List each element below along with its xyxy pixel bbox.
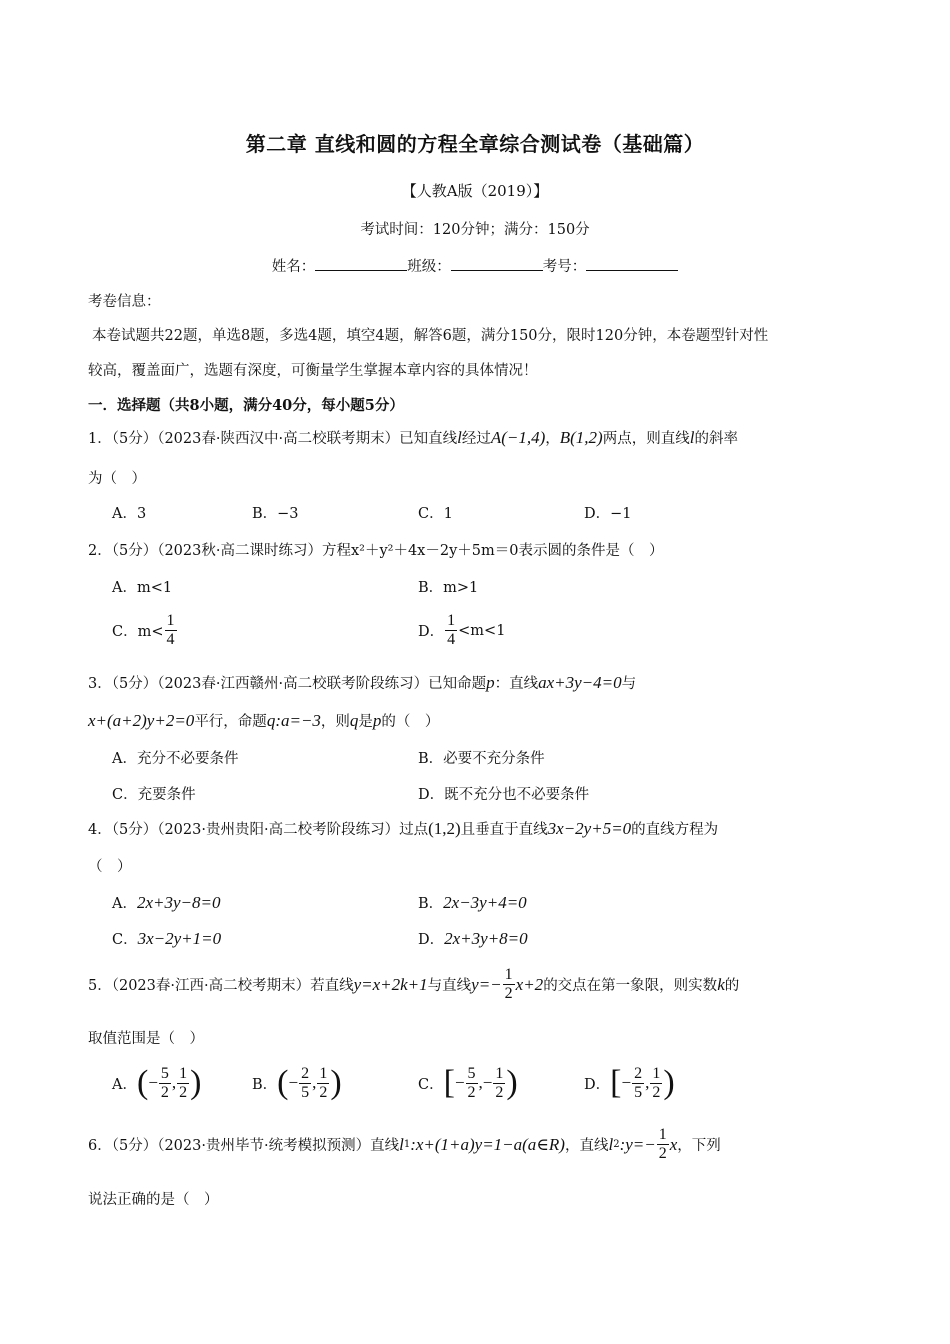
q1-line-l2: l — [689, 428, 695, 447]
interval-open-bracket: ( — [277, 1064, 289, 1101]
question-5 — [88, 966, 739, 1003]
frac-den: 2 — [319, 1083, 328, 1101]
q5-k: k — [717, 974, 725, 994]
q3-option-c[interactable]: C．充要条件 — [112, 787, 196, 803]
q4-point: (1,2) — [428, 819, 461, 838]
q4-option-b-label: B． — [418, 896, 444, 912]
interval-open-bracket: ( — [136, 1064, 149, 1101]
comma: , — [171, 1073, 177, 1092]
interval-fraction — [632, 1065, 644, 1102]
q5-line2: 取值范围是（ ） — [88, 1031, 204, 1047]
q3-eq1: ax+3y−4=0 — [538, 673, 622, 692]
q5-de: 的 — [724, 978, 740, 994]
interval-close-bracket: ) — [190, 1064, 202, 1101]
q6-text-mid: ，直线 — [564, 1138, 609, 1154]
interval-close-bracket: ) — [663, 1064, 675, 1101]
q3-option-b[interactable]: B．必要不充分条件 — [418, 751, 545, 767]
q5-option-label: C． — [418, 1076, 444, 1093]
comma: , — [478, 1073, 483, 1092]
number-blank[interactable] — [586, 256, 678, 271]
q5-option-d[interactable] — [584, 1064, 675, 1102]
class-label: 班级： — [407, 259, 451, 275]
q4-option-b[interactable] — [418, 893, 527, 914]
q5-fraction — [503, 966, 515, 1003]
frac-den: 2 — [652, 1083, 661, 1101]
q4-option-b-eq: 2x−3y+4=0 — [443, 893, 527, 912]
q3-p: p — [486, 673, 495, 692]
comma: , — [645, 1073, 650, 1092]
frac-den: 5 — [301, 1083, 310, 1101]
frac-num: 1 — [166, 612, 175, 629]
q2-c-fraction — [165, 612, 177, 649]
q6-fraction — [657, 1126, 669, 1163]
interval-close-bracket: ) — [506, 1064, 518, 1101]
q6-l1-sub: 1 — [403, 1139, 411, 1150]
q4-option-d[interactable] — [418, 929, 528, 950]
q3-is: 是 — [358, 714, 373, 730]
minus-sign: − — [621, 1073, 632, 1092]
question-4 — [88, 819, 718, 840]
q1-point-b: B(1,2) — [559, 428, 603, 447]
q5-option-a[interactable] — [112, 1064, 201, 1102]
page-title: 第二章 直线和圆的方程全章综合测试卷（基础篇） — [245, 132, 705, 156]
interval-fraction — [317, 1065, 329, 1102]
exam-info: 考试时间：120分钟；满分：150分 — [360, 222, 590, 238]
q5-option-c[interactable] — [418, 1064, 518, 1102]
q5-option-label: D． — [584, 1076, 611, 1093]
q2-option-d[interactable] — [418, 612, 505, 649]
question-6 — [88, 1126, 721, 1163]
class-blank[interactable] — [451, 256, 543, 271]
q2-option-d-tail: <m<1 — [458, 622, 506, 639]
interval-open-bracket: [ — [610, 1064, 622, 1101]
minus-sign: − — [454, 1073, 465, 1092]
comma: , — [312, 1073, 317, 1092]
frac-num: 1 — [495, 1064, 504, 1082]
paper-info-line-1: 本卷试题共22题，单选8题，多选4题，填空4题，解答6题，满分150分，限时120分钟，本卷题型针对性 — [92, 328, 769, 344]
q4-line2: （ ） — [88, 859, 132, 875]
q4-option-c[interactable] — [112, 929, 221, 950]
frac-num: 1 — [652, 1064, 661, 1082]
section-heading-choice: 一．选择题（共8小题，满分40分，每小题5分） — [88, 397, 404, 414]
q6-line2: 说法正确的是（ ） — [88, 1192, 219, 1208]
frac-num: 1 — [447, 612, 456, 629]
q1-option-d[interactable]: D．−1 — [584, 506, 632, 522]
q3-qq: q — [349, 711, 359, 730]
q1-line-l: l — [457, 428, 462, 447]
q4-text-mid: 且垂直于直线 — [460, 822, 548, 838]
q1-text-mid2: 两点，则直线 — [602, 431, 690, 447]
frac-den: 2 — [160, 1083, 169, 1101]
interval-fraction — [177, 1065, 189, 1102]
frac-den: 2 — [504, 985, 513, 1002]
q2-option-a[interactable]: A．m<1 — [112, 580, 173, 596]
frac-den: 5 — [634, 1083, 643, 1101]
q6-text: 6．（5分）（2023·贵州毕节·统考模拟预测）直线 — [88, 1138, 400, 1154]
interval-fraction — [466, 1065, 478, 1102]
q1-option-b[interactable]: B．−3 — [252, 506, 299, 522]
frac-num: 1 — [179, 1064, 188, 1082]
q4-option-c-label: C． — [112, 932, 138, 948]
q1-text-suffix: 的斜率 — [694, 431, 738, 447]
name-blank[interactable] — [315, 256, 407, 271]
q2-option-c[interactable] — [112, 612, 178, 649]
q3-text-mid2: 平行，命题 — [194, 714, 267, 730]
q2-option-b[interactable]: B．m>1 — [418, 580, 479, 596]
q5-text-mid: 与直线 — [427, 978, 472, 994]
minus-sign: − — [148, 1073, 158, 1092]
interval-fraction — [159, 1065, 171, 1102]
q5-option-label: A． — [112, 1076, 137, 1093]
q4-option-c-eq: 3x−2y+1=0 — [137, 929, 222, 948]
paper-info-line-2: 较高，覆盖面广，选题有深度，可衡量学生掌握本章内容的具体情况！ — [88, 363, 538, 379]
q4-option-d-eq: 2x+3y+8=0 — [444, 929, 528, 948]
q6-eq2-post: x — [669, 1134, 678, 1154]
frac-den: 2 — [467, 1083, 476, 1101]
frac-den: 2 — [179, 1083, 188, 1101]
q3-yu: 与 — [621, 676, 637, 692]
frac-num: 5 — [467, 1064, 476, 1082]
q5-option-label: B． — [252, 1076, 278, 1093]
paper-info-label: 考卷信息： — [88, 294, 161, 310]
q6-l2: l — [608, 1134, 614, 1154]
q1-text: 1．（5分）（2023春·陕西汉中·高二校联考期末）已知直线 — [88, 431, 458, 447]
q4-option-a-eq: 2x+3y−8=0 — [136, 893, 221, 912]
q5-text-suffix: 的交点在第一象限，则实数 — [543, 978, 718, 994]
q3-text-mid3: ，则 — [320, 714, 350, 730]
q2-option-c-label: C．m< — [112, 624, 164, 640]
q6-eq2-pre: :y=− — [619, 1134, 656, 1154]
q3-eq2: x+(a+2)y+2=0 — [88, 711, 195, 730]
q5-option-b[interactable] — [252, 1064, 342, 1102]
q6-l2-sub: 2 — [613, 1139, 620, 1150]
question-3 — [88, 673, 636, 694]
q2-d-fraction — [445, 612, 457, 649]
edition-label: 【人教A版（2019）】 — [401, 182, 549, 200]
q4-eq: 3x−2y+5=0 — [547, 819, 632, 838]
question-3-line2 — [88, 711, 439, 732]
interval-fraction — [299, 1065, 311, 1102]
frac-den: 4 — [447, 631, 456, 648]
name-label: 姓名： — [271, 259, 316, 275]
q4-option-a-label: A． — [112, 896, 137, 912]
q1-text-mid: 经过 — [461, 431, 491, 447]
q4-text: 4．（5分）（2023·贵州贵阳·高二校考阶段练习）过点 — [88, 822, 429, 838]
question-1: 1．（5分）（2023春·陕西汉中·高二校联考期末）已知直线l经过A(−1,4)，B(1,2)两点，则直线l的斜率 — [88, 428, 738, 447]
q3-text-mid: ：直线 — [494, 676, 539, 692]
interval-fraction — [650, 1065, 662, 1102]
frac-den: 4 — [166, 631, 175, 648]
q4-text-suffix: 的直线方程为 — [631, 822, 719, 838]
q3-option-d[interactable]: D．既不充分也不必要条件 — [418, 787, 590, 803]
q6-l1: l — [399, 1134, 404, 1154]
q2-option-d-label: D． — [418, 624, 445, 640]
q1-option-a[interactable]: A．3 — [112, 506, 147, 522]
q5-text: 5．（2023春·江西·高二校考期末）若直线 — [88, 978, 354, 994]
q3-end: 的（ ） — [381, 714, 440, 730]
frac-num: 2 — [301, 1064, 310, 1082]
number-label: 考号： — [542, 259, 587, 275]
interval-open-bracket: [ — [443, 1064, 455, 1101]
q4-option-a[interactable] — [112, 893, 221, 914]
frac-den: 2 — [658, 1145, 667, 1162]
q6-text-suffix: ，下列 — [677, 1138, 721, 1154]
q5-eq2-pre: y=− — [471, 974, 502, 994]
frac-num: 5 — [160, 1064, 169, 1082]
q1-line2: 为（ ） — [88, 471, 146, 487]
q5-eq1: y=x+2k+1 — [353, 974, 428, 994]
student-fields — [0, 255, 950, 276]
q6-eq1: :x+(1+a)y=1−a(a∈R) — [410, 1134, 565, 1154]
q5-eq2-post: x+2 — [515, 974, 544, 994]
interval-close-bracket: ) — [330, 1064, 342, 1101]
frac-den: 2 — [495, 1083, 504, 1101]
question-2: 2．（5分）（2023秋·高二课时练习）方程x²＋y²＋4x－2y＋5m＝0表示圆的条件是（ ） — [88, 543, 664, 559]
frac-num: 2 — [634, 1064, 643, 1082]
q3-text: 3．（5分）（2023春·江西赣州·高二校联考阶段练习）已知命题 — [88, 676, 487, 692]
minus-sign: − — [482, 1073, 493, 1092]
frac-num: 1 — [504, 966, 513, 983]
minus-sign: − — [288, 1073, 299, 1092]
q1-point-a: A(−1,4) — [490, 428, 546, 447]
interval-fraction — [493, 1065, 505, 1102]
q3-q: q:a=−3 — [266, 711, 321, 730]
frac-num: 1 — [658, 1126, 667, 1143]
q3-option-a[interactable]: A．充分不必要条件 — [112, 751, 239, 767]
q1-option-c[interactable]: C．1 — [418, 506, 453, 522]
q4-option-d-label: D． — [418, 932, 445, 948]
q3-pp: p — [372, 711, 382, 730]
frac-num: 1 — [319, 1064, 328, 1082]
